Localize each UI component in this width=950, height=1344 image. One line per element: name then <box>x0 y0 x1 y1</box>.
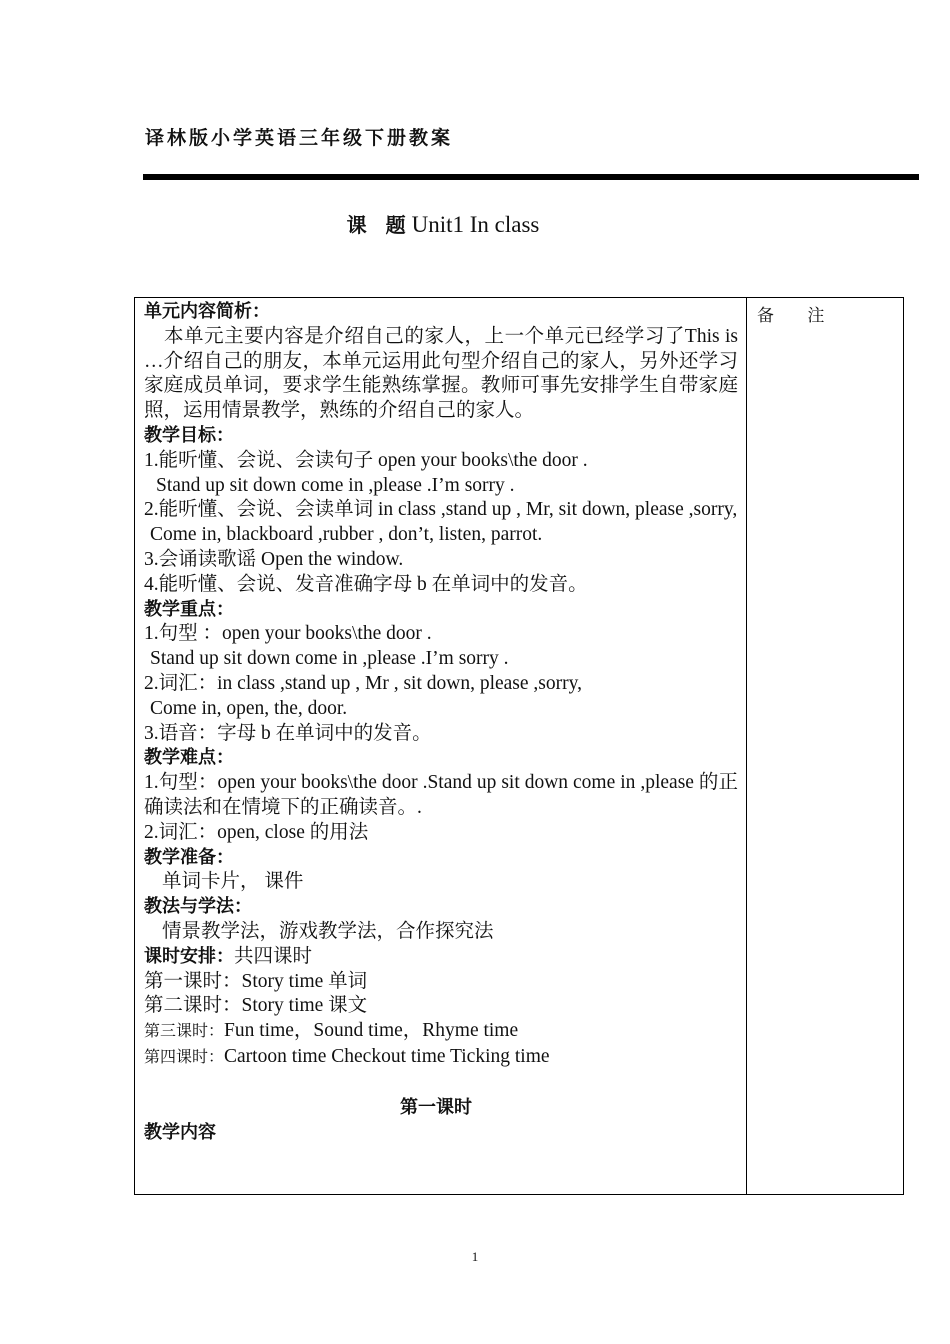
difficult-point-item: 2.词汇：open, close 的用法 <box>144 821 369 843</box>
schedule-item <box>144 994 738 1019</box>
lesson-title-name: Unit1 In class <box>411 212 540 237</box>
goal-item: Come in, blackboard ,rubber , don’t, listen, parrot. <box>150 524 543 546</box>
schedule-line <box>144 945 738 970</box>
difficult-point-item: 1.句型：open your books\the door .Stand up sit down come in ,please 的正确读法和在情境下的正确读音。. <box>144 772 738 818</box>
schedule-item-label: 第三课时： <box>144 1023 225 1041</box>
first-lesson-heading: 第一课时 <box>400 1096 472 1118</box>
goals-heading: 教学目标： <box>144 424 234 446</box>
main-content-cell <box>144 300 738 1145</box>
lesson-title <box>0 209 886 238</box>
goal-item: Stand up sit down come in ,please .I’m sorry . <box>156 474 515 496</box>
key-point-item: 1.句型 ：open your books\the door . <box>144 623 432 645</box>
header-rule <box>143 174 919 180</box>
document-header-title: 译林版小学英语三年级下册教案 <box>145 127 454 149</box>
column-divider <box>746 298 747 1194</box>
schedule-item <box>144 1019 738 1045</box>
notes-column-label: 备 注 <box>757 306 839 326</box>
schedule-heading: 课时安排： <box>144 945 234 967</box>
preparation-text: 单词卡片， 课件 <box>162 871 304 893</box>
teaching-content-heading: 教学内容 <box>144 1121 216 1143</box>
key-point-item: 2.词汇：in class ,stand up , Mr , sit down, please ,sorry, <box>144 672 582 694</box>
goal-item: 3.会诵读歌谣 Open the window. <box>144 548 404 570</box>
key-point-item: 3.语音：字母 b 在单词中的发音。 <box>144 722 432 744</box>
goal-item: 2.能听懂、会说、会读单词 in class ,stand up , Mr, sit down, please ,sorry, <box>144 499 738 521</box>
schedule-total: 共四课时 <box>234 945 313 967</box>
schedule-item-label: 第二课时： <box>144 995 242 1017</box>
key-points-heading: 教学重点： <box>144 598 234 620</box>
schedule-item <box>144 970 738 995</box>
analysis-heading: 单元内容简析： <box>144 301 270 322</box>
schedule-item-text: Story time 课文 <box>241 995 368 1017</box>
schedule-item-text: Cartoon time Checkout time Ticking time <box>224 1045 550 1067</box>
lesson-title-prefix: 课 题 <box>346 213 412 237</box>
schedule-item-text: Fun time，Sound time，Rhyme time <box>224 1020 519 1042</box>
goal-item: 1.能听懂、会说、会读句子 open your books\the door . <box>144 449 588 471</box>
key-point-item: Stand up sit down come in ,please .I’m sorry . <box>150 648 509 670</box>
key-point-item: Come in, open, the, door. <box>150 697 348 719</box>
difficult-points-heading: 教学难点： <box>144 747 234 769</box>
lesson-plan-table <box>134 297 904 1195</box>
spacer <box>144 1071 738 1096</box>
methods-heading: 教法与学法： <box>144 896 252 918</box>
schedule-item-label: 第一课时： <box>144 970 242 992</box>
goal-item: 4.能听懂、会说、发音准确字母 b 在单词中的发音。 <box>144 573 588 595</box>
preparation-heading: 教学准备： <box>144 846 234 868</box>
methods-text: 情景教学法，游戏教学法，合作探究法 <box>162 920 494 942</box>
analysis-text: 本单元主要内容是介绍自己的家人，上一个单元已经学习了This is …介绍自己的朋友，本单元运用此句型介绍自己的家人，另外还学习家庭成员单词，要求学生能熟练掌握。教师可事先安排学生自带家庭照，运用情景教学，熟练的介绍自己的家人。 <box>144 325 738 422</box>
schedule-item <box>144 1045 738 1071</box>
schedule-item-label: 第四课时： <box>144 1048 225 1066</box>
schedule-item-text: Story time 单词 <box>241 970 368 992</box>
page-number: 1 <box>471 1249 479 1264</box>
